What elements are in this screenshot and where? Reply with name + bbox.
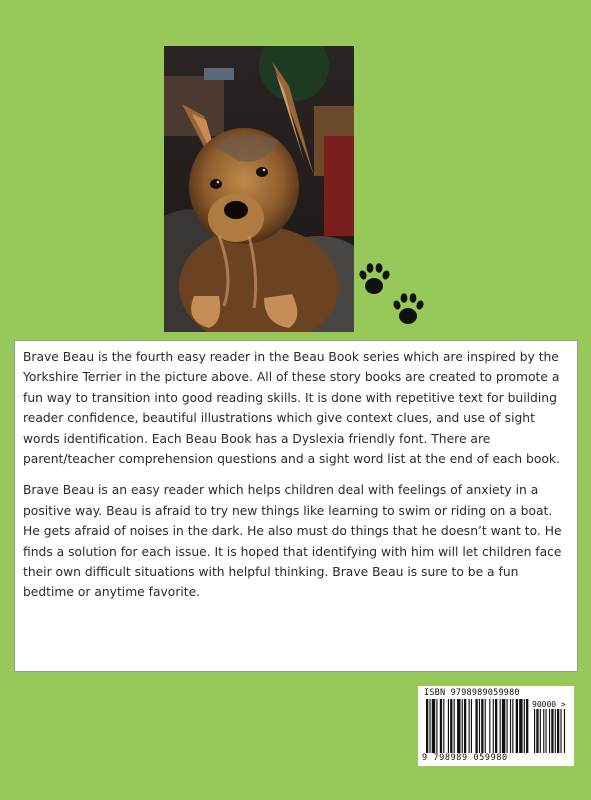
yorkshire-terrier-photo [164, 46, 354, 332]
paw-prints-icon [354, 258, 434, 330]
description-paragraph-1: Brave Beau is the fourth easy reader in the Beau Book series which are inspired by the Yorkshire Terrier in the picture above. All of these story books are created to promote a fun way to transition into good reading skills. It is done with repetitive text for building reader confidence, beautiful illustrations which give context clues, and use of sight words identification. Each Beau Book has a Dyslexia friendly font. There are parent/teacher comprehension questions and a sight word list at the end of each book. [23, 350, 560, 467]
barcode-bars [424, 699, 568, 753]
isbn-barcode [418, 686, 574, 766]
barcode-digits: 9 798989 059980 [422, 753, 508, 763]
price-code: 90000 > [532, 700, 566, 709]
book-description [14, 340, 578, 672]
isbn-label: ISBN 9798989059980 [424, 688, 520, 698]
description-paragraph-2: Brave Beau is an easy reader which helps children deal with feelings of anxiety in a positive way. Beau is afraid to try new things like learning to swim or riding on a boat. He gets afraid of noises in the dark. He also must do things that he doesn’t want to. He finds a solution for each issue. It is hoped that identifying with him will let children face their own difficult situations with helpful thinking. Brave Beau is sure to be a fun bedtime or anytime favorite. [23, 483, 562, 600]
